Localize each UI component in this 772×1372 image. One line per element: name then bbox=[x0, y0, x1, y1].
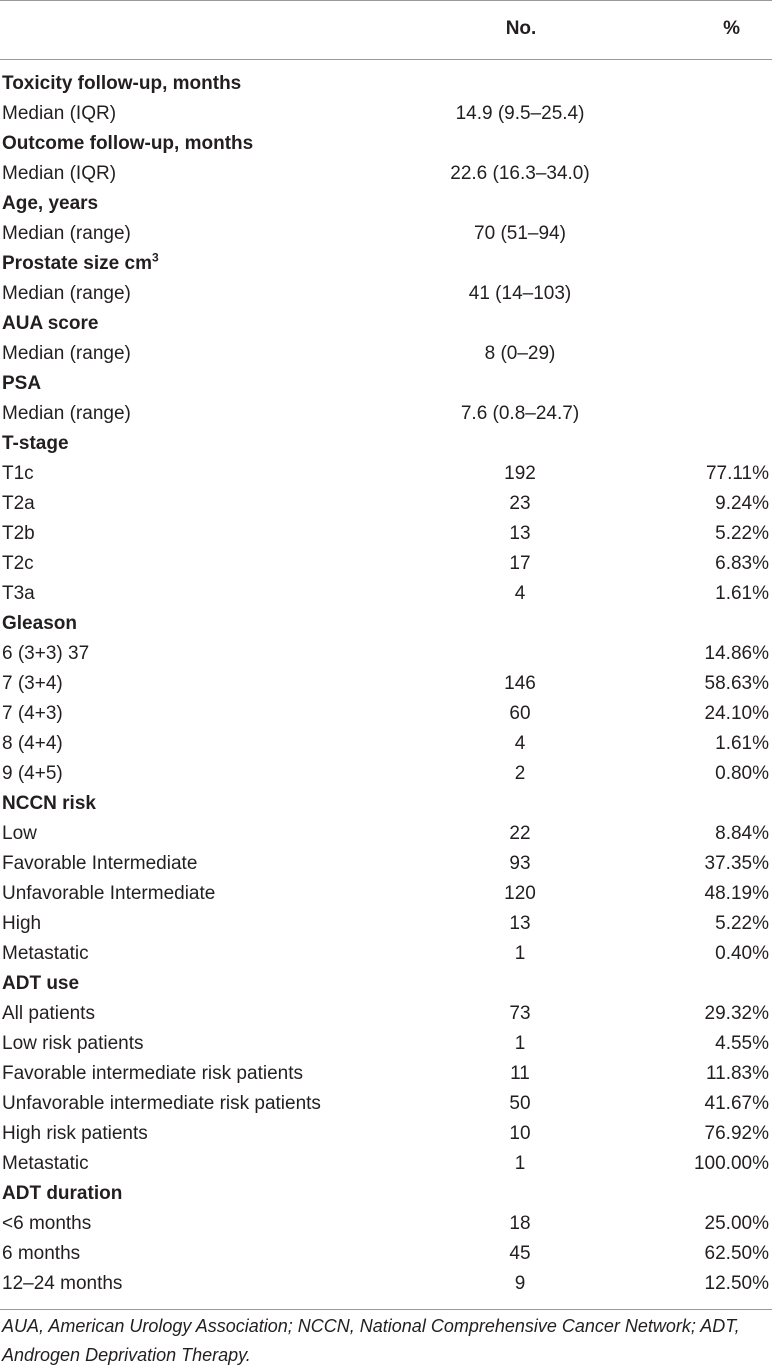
row-label bbox=[2, 1239, 80, 1269]
section-header-row bbox=[0, 369, 772, 399]
section-header-row bbox=[0, 69, 772, 99]
cell-percent: 41.67% bbox=[704, 1093, 769, 1114]
row-label bbox=[2, 339, 131, 369]
cell-percent: 1.61% bbox=[715, 583, 769, 604]
cell-no: 17 bbox=[509, 553, 531, 574]
cell-no: 60 bbox=[509, 703, 531, 724]
cell-no: 22.6 (16.3–34.0) bbox=[450, 163, 590, 184]
label-text: Outcome follow-up, months bbox=[2, 133, 254, 154]
section-label bbox=[2, 969, 79, 999]
row-label bbox=[2, 159, 116, 189]
cell-percent: 77.11% bbox=[705, 463, 769, 484]
label-text: High bbox=[2, 913, 42, 934]
label-text: Median (range) bbox=[2, 223, 131, 244]
table-row bbox=[0, 279, 772, 309]
row-label bbox=[2, 849, 197, 879]
table-row bbox=[0, 819, 772, 849]
cell-no: 192 bbox=[504, 463, 536, 484]
label-text: 7 (4+3) bbox=[2, 703, 63, 724]
label-text: PSA bbox=[2, 373, 42, 394]
section-label bbox=[2, 1179, 122, 1209]
cell-no: 70 (51–94) bbox=[474, 223, 566, 244]
table-row bbox=[0, 639, 772, 669]
label-text: Gleason bbox=[2, 613, 77, 634]
table-row bbox=[0, 159, 772, 189]
row-label bbox=[2, 1119, 148, 1149]
cell-percent: 0.40% bbox=[715, 943, 769, 964]
table-row bbox=[0, 1089, 772, 1119]
section-header-row bbox=[0, 969, 772, 999]
table-row bbox=[0, 1059, 772, 1089]
cell-percent: 48.19% bbox=[704, 883, 769, 904]
row-label bbox=[2, 279, 131, 309]
label-text: NCCN risk bbox=[2, 793, 96, 814]
row-label bbox=[2, 699, 63, 729]
cell-no: 22 bbox=[509, 823, 531, 844]
label-text: Unfavorable intermediate risk patients bbox=[2, 1093, 321, 1114]
cell-percent: 62.50% bbox=[704, 1243, 769, 1264]
cell-no: 13 bbox=[509, 523, 531, 544]
section-label bbox=[2, 609, 77, 639]
cell-percent: 58.63% bbox=[704, 673, 769, 694]
section-label bbox=[2, 249, 159, 279]
row-label bbox=[2, 909, 41, 939]
header-no: No. bbox=[505, 18, 537, 39]
table-row bbox=[0, 999, 772, 1029]
cell-no: 50 bbox=[509, 1093, 531, 1114]
cell-no: 14.9 (9.5–25.4) bbox=[455, 103, 585, 124]
row-label bbox=[2, 1269, 122, 1299]
row-label bbox=[2, 819, 37, 849]
cell-percent: 29.32% bbox=[704, 1003, 769, 1024]
label-text: Favorable intermediate risk patients bbox=[2, 1063, 303, 1084]
table-row bbox=[0, 549, 772, 579]
section-label bbox=[2, 69, 241, 99]
label-text: T1c bbox=[2, 463, 34, 484]
label-superscript: 3 bbox=[151, 250, 159, 265]
label-text: 9 (4+5) bbox=[2, 763, 63, 784]
table-row bbox=[0, 1119, 772, 1149]
row-label bbox=[2, 939, 89, 969]
cell-no: 9 bbox=[514, 1273, 526, 1294]
label-text: AUA score bbox=[2, 313, 99, 334]
row-label bbox=[2, 1149, 89, 1179]
label-text: Metastatic bbox=[2, 943, 89, 964]
table-row bbox=[0, 219, 772, 249]
cell-percent: 37.35% bbox=[704, 853, 769, 874]
row-label bbox=[2, 219, 131, 249]
label-text: All patients bbox=[2, 1003, 95, 1024]
table-row bbox=[0, 1149, 772, 1179]
label-text: T2a bbox=[2, 493, 35, 514]
table-bottom-rule bbox=[0, 1309, 772, 1310]
row-label bbox=[2, 639, 89, 669]
cell-no: 8 (0–29) bbox=[484, 343, 556, 364]
table-row bbox=[0, 699, 772, 729]
section-header-row bbox=[0, 609, 772, 639]
label-text: T2c bbox=[2, 553, 34, 574]
table-row bbox=[0, 729, 772, 759]
table-footnote: AUA, American Urology Association; NCCN, National Comprehensive Cancer Network; ADT, Androgen Deprivation Therapy. bbox=[2, 1316, 740, 1365]
table-row bbox=[0, 489, 772, 519]
cell-percent: 5.22% bbox=[715, 913, 769, 934]
table-row bbox=[0, 879, 772, 909]
cell-no: 7.6 (0.8–24.7) bbox=[460, 403, 580, 424]
row-label bbox=[2, 459, 34, 489]
cell-percent: 0.80% bbox=[715, 763, 769, 784]
label-text: T3a bbox=[2, 583, 35, 604]
row-label bbox=[2, 729, 63, 759]
label-text: 6 (3+3) 37 bbox=[2, 643, 90, 664]
label-text: Median (range) bbox=[2, 343, 131, 364]
section-header-row bbox=[0, 789, 772, 819]
cell-no: 10 bbox=[509, 1123, 531, 1144]
table-row bbox=[0, 399, 772, 429]
row-label bbox=[2, 489, 35, 519]
label-text: Median (range) bbox=[2, 403, 131, 424]
row-label bbox=[2, 1059, 303, 1089]
cell-no: 13 bbox=[509, 913, 531, 934]
row-label bbox=[2, 879, 215, 909]
table-row bbox=[0, 1029, 772, 1059]
section-header-row bbox=[0, 189, 772, 219]
label-text: T2b bbox=[2, 523, 35, 544]
cell-no: 4 bbox=[514, 583, 526, 604]
label-text: 7 (3+4) bbox=[2, 673, 63, 694]
cell-percent: 6.83% bbox=[715, 553, 769, 574]
cell-percent: 24.10% bbox=[704, 703, 769, 724]
label-text: Metastatic bbox=[2, 1153, 89, 1174]
cell-no: 1 bbox=[514, 1153, 526, 1174]
section-header-row bbox=[0, 249, 772, 279]
section-header-row bbox=[0, 1179, 772, 1209]
row-label bbox=[2, 669, 63, 699]
cell-percent: 76.92% bbox=[704, 1123, 769, 1144]
label-text: Favorable Intermediate bbox=[2, 853, 198, 874]
row-label bbox=[2, 999, 95, 1029]
table-row bbox=[0, 459, 772, 489]
label-text: Median (IQR) bbox=[2, 103, 117, 124]
label-text: 12–24 months bbox=[2, 1273, 123, 1294]
cell-no: 41 (14–103) bbox=[468, 283, 572, 304]
label-text: T-stage bbox=[2, 433, 69, 454]
cell-no: 4 bbox=[514, 733, 526, 754]
cell-no: 93 bbox=[509, 853, 531, 874]
table-row bbox=[0, 1209, 772, 1239]
cell-no: 1 bbox=[514, 943, 526, 964]
row-label bbox=[2, 1209, 91, 1239]
table-header bbox=[0, 1, 772, 59]
table-row bbox=[0, 339, 772, 369]
table-row bbox=[0, 849, 772, 879]
row-label bbox=[2, 519, 35, 549]
row-label bbox=[2, 1089, 321, 1119]
section-label bbox=[2, 429, 69, 459]
cell-percent: 100.00% bbox=[693, 1153, 769, 1174]
label-text: Median (IQR) bbox=[2, 163, 117, 184]
section-header-row bbox=[0, 309, 772, 339]
label-text: Age, years bbox=[2, 193, 99, 214]
section-label bbox=[2, 789, 96, 819]
section-header-row bbox=[0, 429, 772, 459]
row-label bbox=[2, 549, 34, 579]
label-text: ADT use bbox=[2, 973, 80, 994]
section-label bbox=[2, 369, 41, 399]
label-text: Toxicity follow-up, months bbox=[2, 73, 242, 94]
row-label bbox=[2, 759, 63, 789]
cell-no: 120 bbox=[504, 883, 536, 904]
row-label bbox=[2, 99, 116, 129]
table-row bbox=[0, 579, 772, 609]
table-row bbox=[0, 909, 772, 939]
cell-percent: 4.55% bbox=[715, 1033, 769, 1054]
label-text: Median (range) bbox=[2, 283, 131, 304]
cell-no: 2 bbox=[514, 763, 526, 784]
cell-percent: 9.24% bbox=[715, 493, 769, 514]
cell-no: 73 bbox=[509, 1003, 531, 1024]
table-row bbox=[0, 939, 772, 969]
section-label bbox=[2, 309, 98, 339]
label-text: High risk patients bbox=[2, 1123, 148, 1144]
cell-percent: 8.84% bbox=[715, 823, 769, 844]
label-text: Low bbox=[2, 823, 37, 844]
cell-no: 18 bbox=[509, 1213, 531, 1234]
section-header-row bbox=[0, 129, 772, 159]
row-label bbox=[2, 1029, 144, 1059]
table-body bbox=[0, 60, 772, 1299]
table-row bbox=[0, 759, 772, 789]
label-text: Low risk patients bbox=[2, 1033, 144, 1054]
table-row bbox=[0, 1269, 772, 1299]
label-text: <6 months bbox=[2, 1213, 92, 1234]
row-label bbox=[2, 399, 131, 429]
label-text: Unfavorable Intermediate bbox=[2, 883, 216, 904]
label-text: ADT duration bbox=[2, 1183, 123, 1204]
cell-no: 1 bbox=[514, 1033, 526, 1054]
row-label bbox=[2, 579, 35, 609]
table-row bbox=[0, 519, 772, 549]
cell-no: 146 bbox=[504, 673, 536, 694]
section-label bbox=[2, 129, 253, 159]
table-row bbox=[0, 99, 772, 129]
cell-percent: 25.00% bbox=[704, 1213, 769, 1234]
label-text: Prostate size cm bbox=[2, 253, 152, 274]
label-text: 8 (4+4) bbox=[2, 733, 63, 754]
cell-percent: 5.22% bbox=[715, 523, 769, 544]
cell-percent: 14.86% bbox=[704, 643, 769, 664]
cell-percent: 12.50% bbox=[704, 1273, 769, 1294]
table-row bbox=[0, 1239, 772, 1269]
cell-no: 45 bbox=[509, 1243, 531, 1264]
cell-no: 23 bbox=[509, 493, 531, 514]
cell-no: 11 bbox=[510, 1063, 530, 1084]
header-percent: % bbox=[723, 18, 740, 39]
cell-percent: 11.83% bbox=[705, 1063, 769, 1084]
table-row bbox=[0, 669, 772, 699]
cell-percent: 1.61% bbox=[715, 733, 769, 754]
section-label bbox=[2, 189, 98, 219]
label-text: 6 months bbox=[2, 1243, 81, 1264]
